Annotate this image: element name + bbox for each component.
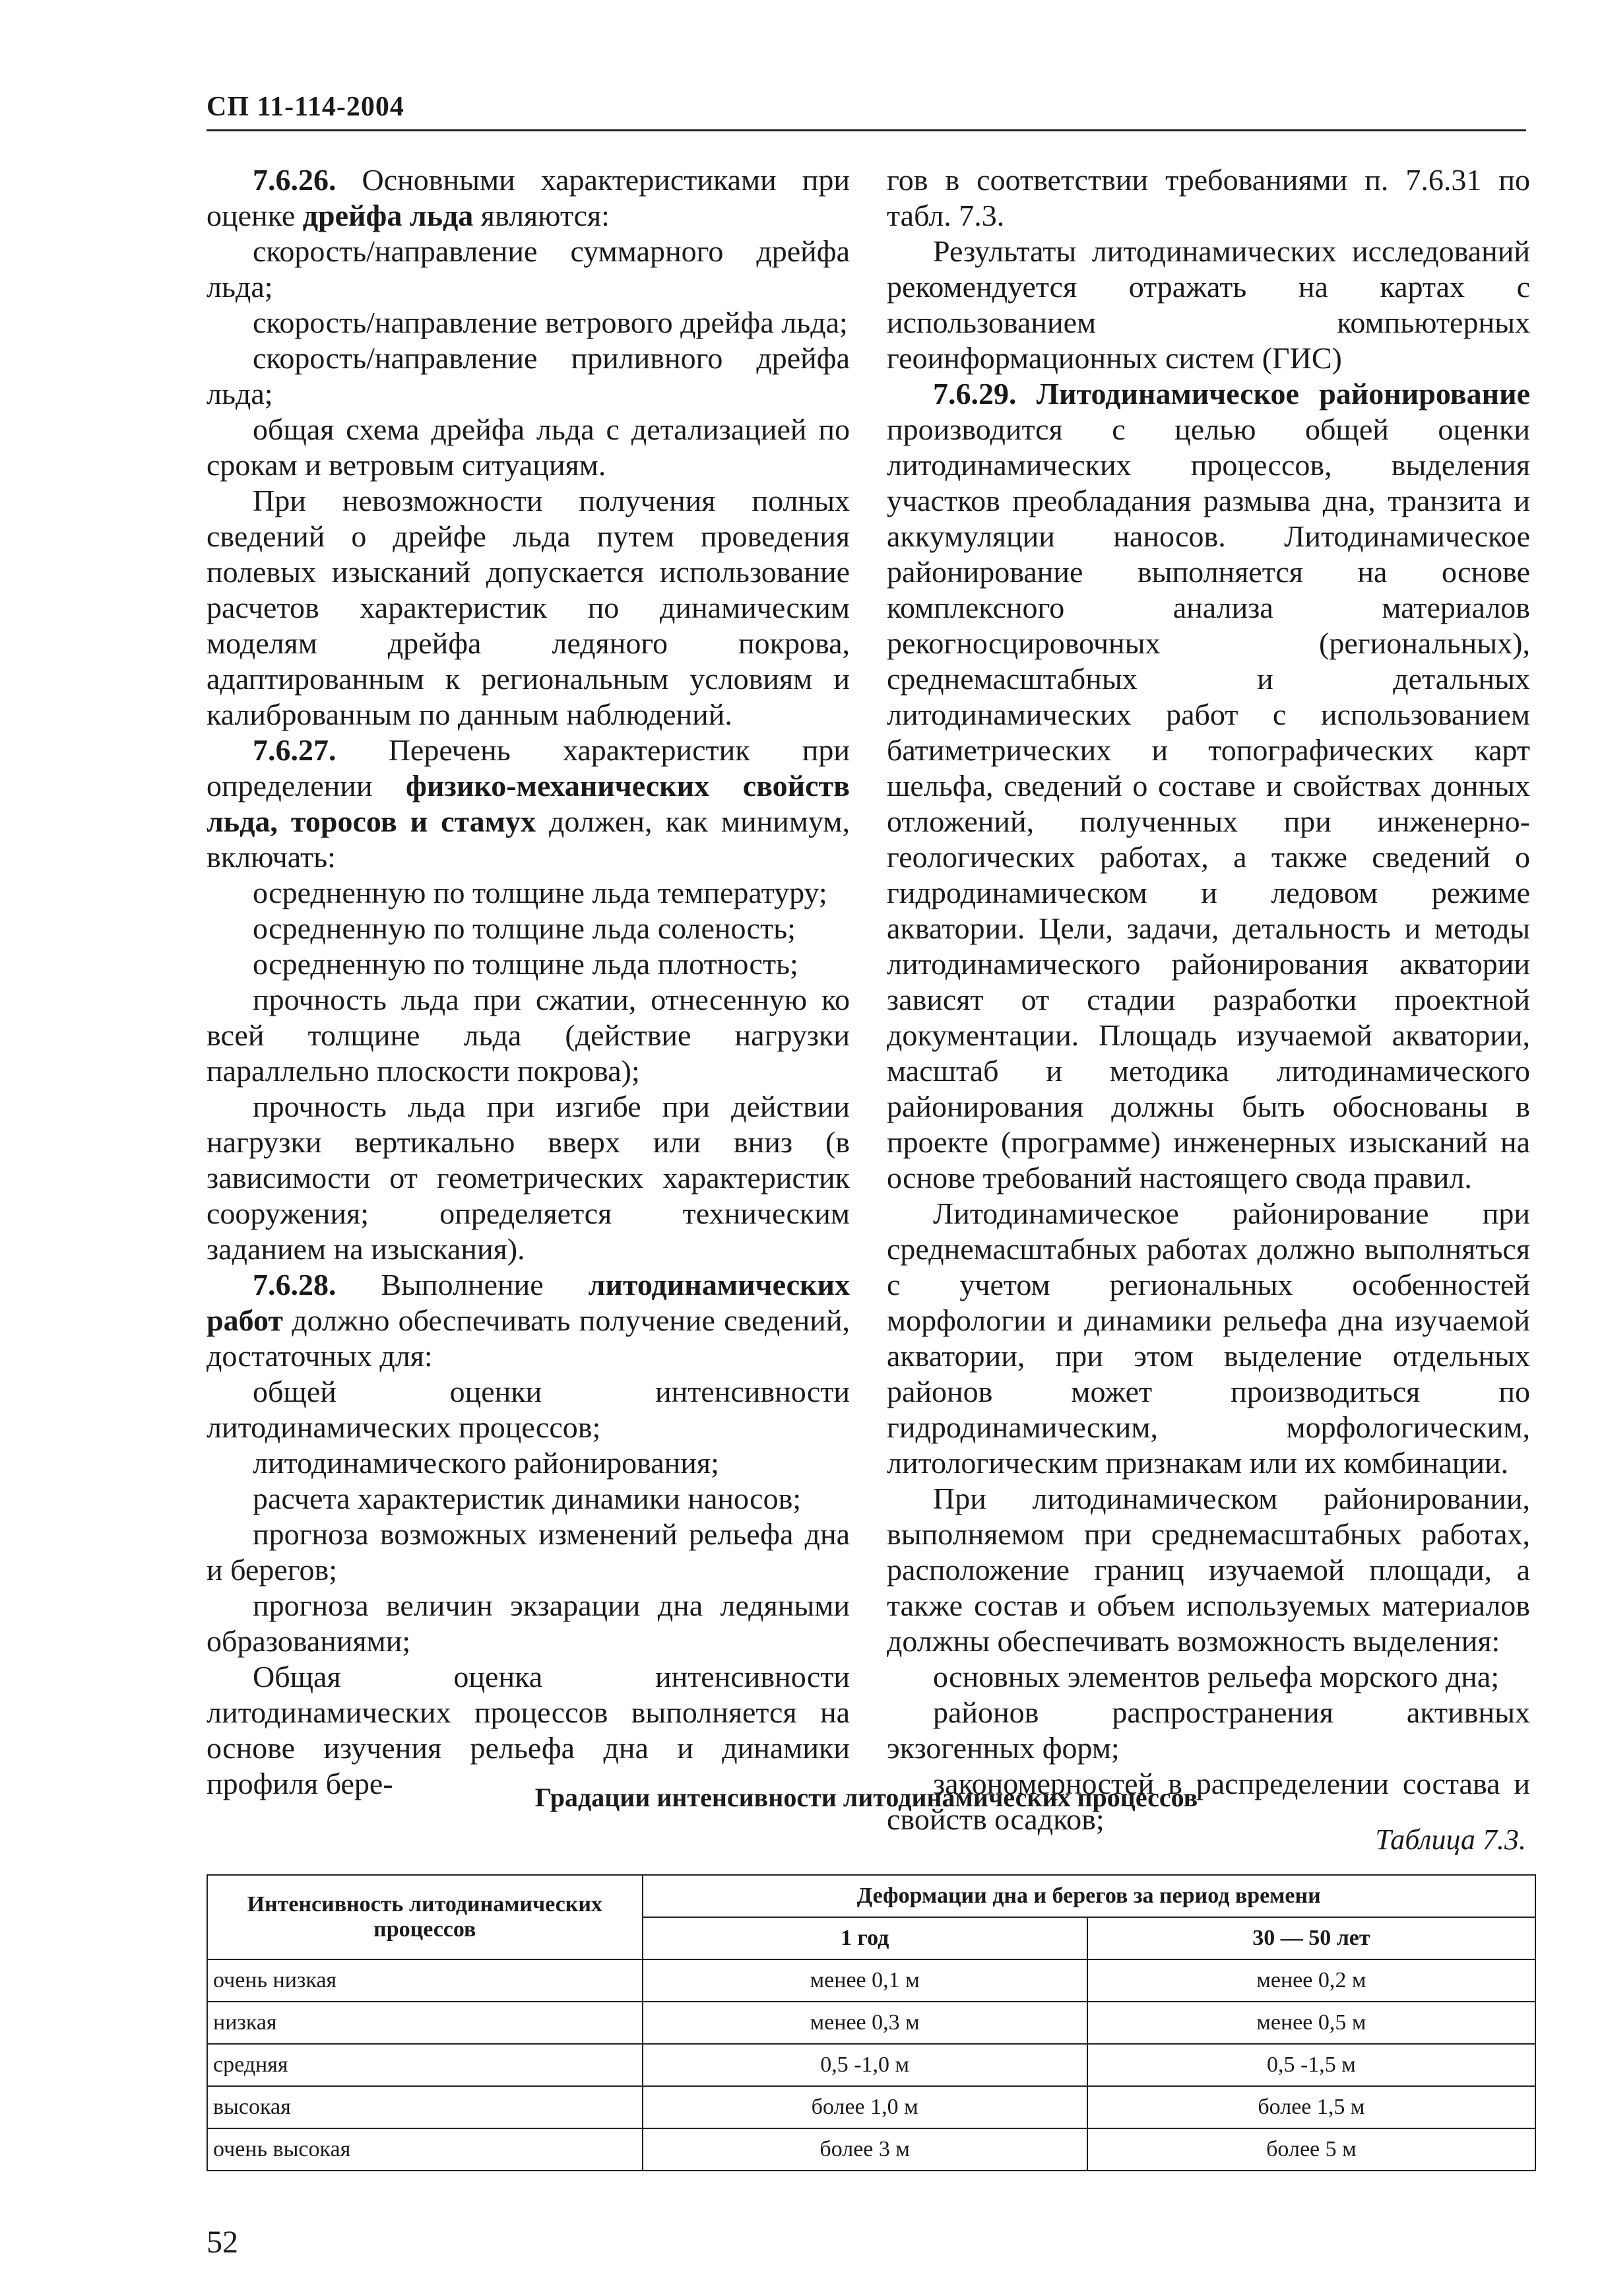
list-item: прочность льда при изгибе при действии нагрузки вертикально вверх или вниз (в зависимости от геометрических характеристик сооружения; определяется техническим заданием на изыскания). [207,1090,850,1266]
cell-30-50-years: более 5 м [1087,2128,1535,2171]
page-number: 52 [207,2225,238,2260]
text: являются: [473,199,610,232]
intensity-table [207,1874,1536,2171]
paragraph-continued: гов в соответствии требованиями п. 7.6.31 по табл. 7.3. [887,163,1530,232]
bold-term: физико-механических свойств льда, торосов и стамух [207,769,850,838]
row-label: очень высокая [207,2128,643,2171]
bold-term: дрейфа льда [302,199,474,232]
table-row [207,2044,1535,2086]
header-rule [207,129,1526,131]
list-item: скорость/направление приливного дрейфа льда; [207,341,850,410]
list-item: осредненную по толщине льда температуру; [253,876,827,909]
row-label: высокая [207,2086,643,2128]
row-label: очень низкая [207,1959,643,2002]
right-column [887,162,1530,1837]
text: Основными характеристиками при оценке [207,163,850,232]
row-label: низкая [207,2002,643,2044]
row-label: средняя [207,2044,643,2086]
cell-30-50-years: менее 0,5 м [1087,2002,1535,2044]
paragraph: Результаты литодинамических исследований рекомендуется отражать на картах с использованием компьютерных геоинформационных систем (ГИС) [887,234,1530,375]
cell-30-50-years: более 1,5 м [1087,2086,1535,2128]
cell-1-year: 0,5 -1,0 м [643,2044,1087,2086]
table-row [207,1959,1535,2002]
paragraph-7-6-26 [207,162,850,234]
text: Перечень характеристик при определении [207,733,850,803]
list-item: осредненную по толщине льда плотность; [253,947,798,981]
header-30-50-years: 30 — 50 лет [1087,1917,1535,1959]
table-title: Градации интенсивности литодинамических процессов [534,1783,1198,1812]
list-item: прочность льда при сжатии, отнесенную ко всей толщине льда (действие нагрузки параллельно плоскости покрова); [207,983,850,1088]
paragraph-7-6-27 [207,733,850,875]
clause-number: 7.6.29. [933,377,1017,410]
header-deformation: Деформации дна и берегов за период времени [643,1875,1535,1917]
table-header-row [207,1875,1535,1917]
cell-30-50-years: менее 0,2 м [1087,1959,1535,2002]
clause-number: 7.6.28. [253,1268,337,1301]
clause-number: 7.6.26. [253,163,337,197]
text: должен, как минимум, включать: [207,804,850,874]
bold-term: Литодинамическое районирование [1016,377,1530,410]
text: Выполнение [336,1268,589,1301]
paragraph: Общая оценка интенсивности литодинамических процессов выполняется на основе изучения рельефа дна и динамики профиля бере- [207,1660,850,1800]
list-item: осредненную по толщине льда соленость; [253,911,796,945]
list-item: районов распространения активных экзогенных форм; [887,1695,1530,1765]
paragraph-7-6-29 [887,376,1530,1196]
cell-1-year: более 1,0 м [643,2086,1087,2128]
text: производится с целью общей оценки литодинамических процессов, выделения участков преобладания размыва дна, транзита и аккумуляции наносов. Литодинамическое районирование выполняется на основе комплексного анализа материалов рекогносцировочных (региональных), среднемасштабных и детальных литодинамических работ с использованием батиметрических и топографических карт шельфа, сведений о составе и свойствах донных отложений, полученных при инженерно-геологических работах, а также сведений о гидродинамическом и ледовом режиме акватории. Цели, задачи, детальность и методы литодинамического районирования акватории зависят от стадии разработки проектной документации. Площадь изучаемой акватории, масштаб и методика литодинамического районирования должны быть обоснованы в проекте (программе) инженерных изысканий на основе требований настоящего свода правил. [887,412,1530,1195]
list-item: общая схема дрейфа льда с детализацией по срокам и ветровым ситуациям. [207,412,850,482]
list-item: закономерностей в распределении состава и свойств осадков; [887,1767,1530,1836]
cell-1-year: более 3 м [643,2128,1087,2171]
list-item: литодинамического районирования; [253,1446,719,1480]
paragraph: Литодинамическое районирование при среднемасштабных работах должно выполняться с учетом региональных особенностей морфологии и динамики рельефа дна изучаемой акватории, при этом выделение отдельных районов может производиться по гидродинамическим, морфологическим, литологическим признакам или их комбинации. [887,1197,1530,1480]
text: должно обеспечивать получение сведений, достаточных для: [207,1303,850,1373]
list-item: скорость/направление суммарного дрейфа льда; [207,234,850,304]
document-code: СП 11-114-2004 [207,92,404,122]
list-item: прогноза возможных изменений рельефа дна и берегов; [207,1517,850,1587]
list-item: прогноза величин экзарации дна ледяными образованиями; [207,1589,850,1658]
paragraph: При невозможности получения полных сведений о дрейфе льда путем проведения полевых изысканий допускается использование расчетов характеристик по динамическим моделям дрейфа ледяного покрова, адаптированным к региональным условиям и калиброванным по данным наблюдений. [207,484,850,731]
header-intensity: Интенсивность литодинамических процессов [207,1875,643,1959]
list-item: скорость/направление ветрового дрейфа льда; [253,306,848,339]
left-column [207,162,850,1802]
bold-term: литодинамических работ [207,1268,850,1337]
list-item: общей оценки интенсивности литодинамических процессов; [207,1375,850,1444]
table-number: Таблица 7.3. [1375,1823,1526,1856]
paragraph: При литодинамическом районировании, выполняемом при среднемасштабных работах, расположение границ изучаемой площади, а также состав и объем используемых материалов должны обеспечивать возможность выделения: [887,1482,1530,1658]
list-item: расчета характеристик динамики наносов; [253,1482,802,1515]
list-item: основных элементов рельефа морского дна; [933,1660,1500,1693]
cell-1-year: менее 0,1 м [643,1959,1087,2002]
table-row [207,2002,1535,2044]
clause-number: 7.6.27. [253,733,337,767]
table-row [207,2086,1535,2128]
header-1-year: 1 год [643,1917,1087,1959]
cell-1-year: менее 0,3 м [643,2002,1087,2044]
paragraph-7-6-28 [207,1267,850,1374]
table-row [207,2128,1535,2171]
cell-30-50-years: 0,5 -1,5 м [1087,2044,1535,2086]
